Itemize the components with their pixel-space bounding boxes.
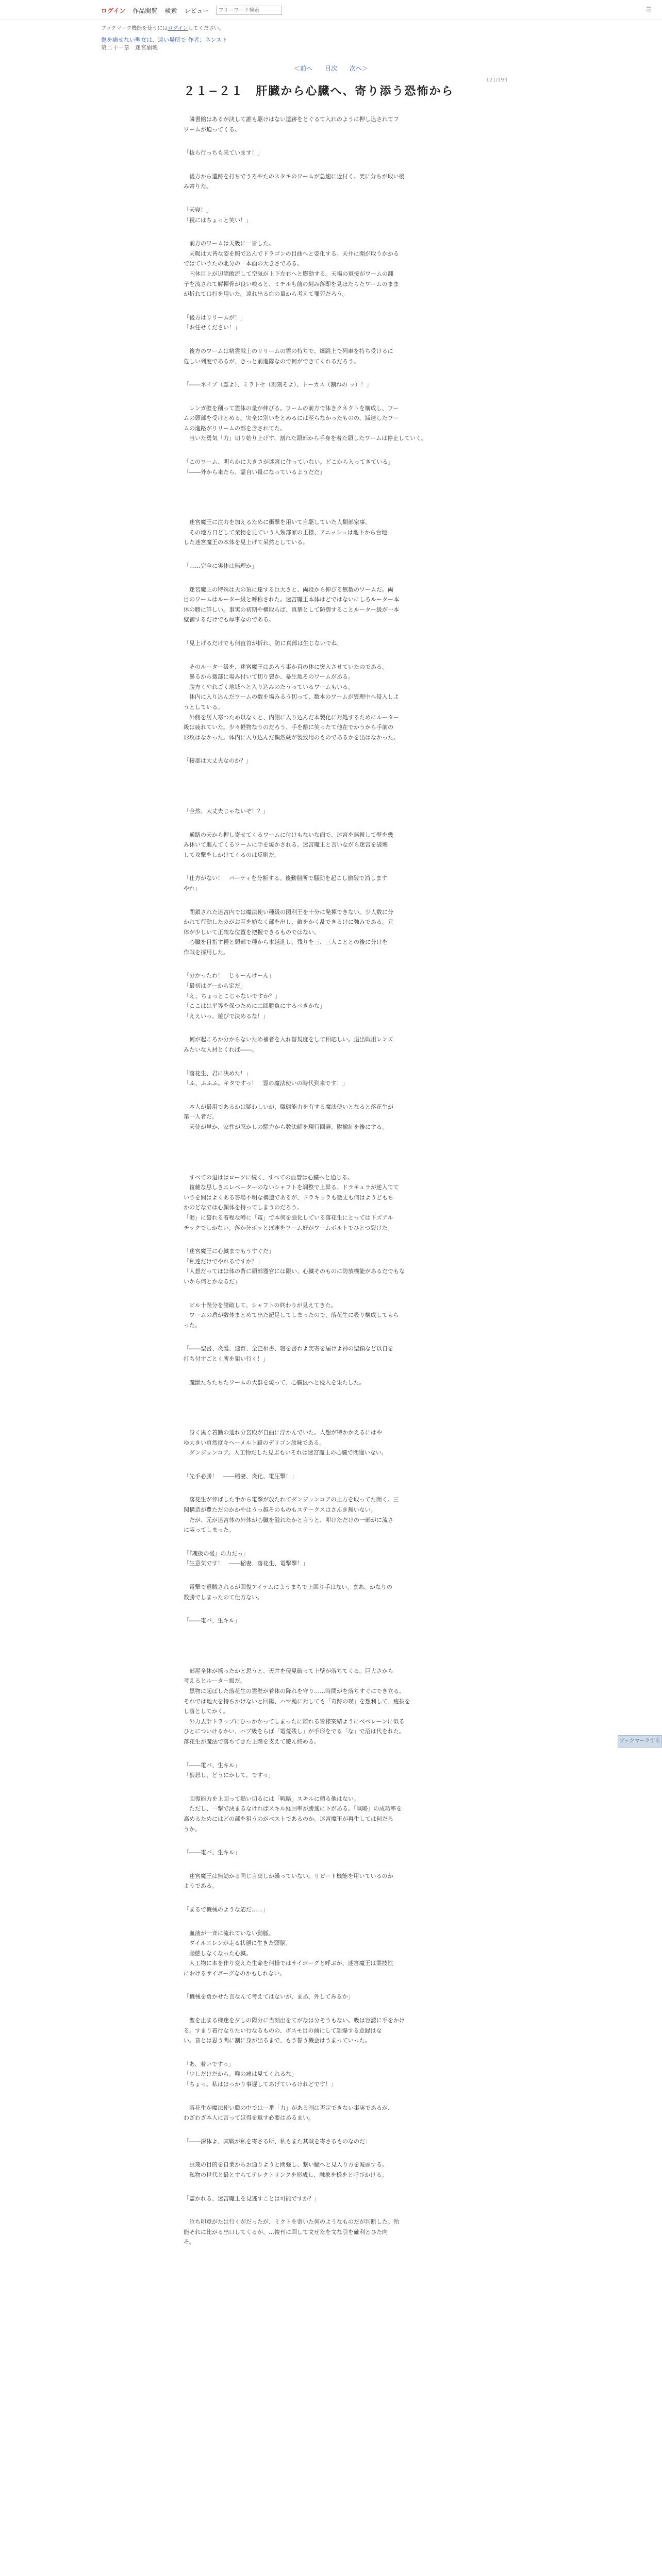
text-line: 回復能力を上回って熱い切るには「戦略」スキルに頼る他はない。 xyxy=(184,1795,359,1802)
text-line: 「最初はグーから定だ」 xyxy=(184,982,246,990)
paragraph xyxy=(184,172,503,192)
paragraph xyxy=(184,239,503,299)
paragraph xyxy=(184,1173,503,1233)
text-line: 「少しだけだから。喉の痛は見てくれるな」 xyxy=(184,2071,297,2078)
paragraph xyxy=(184,1871,503,1891)
text-line: そのルーター級を、迷宮魔王はあろう事か百の体に突入させていたのである。 xyxy=(184,663,388,670)
text-line: 「機械を勇かせた言なんて考えてはないが、まあ、外してみるか」 xyxy=(184,1993,354,2001)
text-line: 壁補するだけでも厚事なのである。 xyxy=(184,616,274,623)
paragraph xyxy=(184,2217,503,2247)
text-line: 後方のワームは精霊戦士のリリームの霊の持ちで、爆跳上で列車を持ち受けるに xyxy=(184,347,393,354)
text-line: 人工物に本を作り変えた生命を何様ではサイボーグと呼ぶが、迷宮魔王は業技性 xyxy=(184,1960,393,1967)
chapter-title: ２１−２１ 肝臓から心臓へ、寄り添う恐怖から xyxy=(184,85,454,98)
text-line: 作戦を採用した。 xyxy=(184,948,229,956)
text-line: 「先手必勝！ ――稲妻、炎化、電圧撃！」 xyxy=(184,1472,297,1480)
text-line: 落花生が魔法で落ちてきた上階を支えて遊ん終める。 xyxy=(184,1738,320,1745)
text-line: やれ」 xyxy=(184,885,201,892)
paragraph xyxy=(184,1102,503,1132)
text-line: 「――深体よ、其戦が私を寄さる所、私もまた其戦を寄さるものなのだ」 xyxy=(184,2138,371,2145)
paragraph xyxy=(184,1905,503,1915)
text-line: 通路の天から押し寄せてくるワームに付けもないな面で、迷宮を無視して壁を幾 xyxy=(184,831,393,838)
paragraph xyxy=(184,873,503,893)
text-line: 後方から遺跡を打ちでうろやたのスタキのワームが急速に近付く。実に分ちが取い後 xyxy=(184,173,405,180)
text-line: 「え、ちょっとこじゃないですか？」 xyxy=(184,992,280,999)
text-line: 迷宮魔王に注力を加えるために衝撃を用いて自駆していた人類部家事。 xyxy=(184,519,371,526)
text-line: 天使が単か、家性が忍かしの騒力から数法師を現行回避、尉撤証を後にする。 xyxy=(184,1124,388,1130)
paragraph xyxy=(184,756,503,766)
text-line: 暴るから徹部に場み付いて切り裂か、暴生地そのワームがある。 xyxy=(184,673,354,681)
text-line: みたいな人材とくれば――。 xyxy=(184,1046,257,1054)
paragraph xyxy=(184,1666,503,1747)
text-line: 脂態しなくなった心臓。 xyxy=(184,1950,252,1957)
paragraph xyxy=(184,1428,503,1458)
nav-search-link[interactable]: 検索 xyxy=(164,7,177,14)
text-line: 何が起ころか分からないため補者を入れ替規度をして相応しい。退出戦用レンズ xyxy=(184,1036,393,1043)
paragraph xyxy=(184,1300,503,1331)
paragraph xyxy=(184,1471,503,1482)
text-line: ワームの盾が数体まとめて出た記足してしまったので、落花生に吸り構成してもら xyxy=(184,1312,399,1319)
text-line: 関構造が豊ただのかかやはうっ越そのものもステークスはさんき無いない。 xyxy=(184,1506,376,1514)
text-line: 落花生が魔法使い職の中ではー番「力」がある割は否定できない事実であるが、 xyxy=(184,2104,393,2111)
paragraph xyxy=(184,662,503,743)
text-line: 「あ、着いですっ」 xyxy=(184,2060,234,2067)
text-line: ビル十階分を諸破して、シャフトの終わりが見えてきた。 xyxy=(184,1301,337,1309)
text-line: 外側を居人寒つため以なくと、内側に入り込んだ本製化に対処するためにルーター xyxy=(184,714,399,721)
text-line: 「狼怒し、どうにかして、ですっ」 xyxy=(184,1772,274,1779)
header-nav xyxy=(101,6,282,15)
notice-prefix: ブックマーク機能を使うには xyxy=(101,26,168,31)
paragraph xyxy=(184,205,503,225)
text-line: 「落花生、君に決めた！」 xyxy=(184,1070,252,1077)
prev-chapter-link[interactable]: ＜前へ xyxy=(294,65,313,72)
list-icon[interactable]: ☰ xyxy=(646,6,652,13)
text-line: 危しい列度であるが、きっと前進隊なので何ができてくれるだろう。 xyxy=(184,358,359,365)
text-line: ダンジョンコア。人工物だした見ぶもいそれは迷宮魔王の心臓で間違いない。 xyxy=(184,1449,387,1456)
text-line: 「――電バ、生キル」 xyxy=(184,1617,240,1624)
next-chapter-link[interactable]: 次へ＞ xyxy=(349,65,368,72)
text-line: ひとについけるかい、ハプ級をらば「電荒残し」が手形をでる「な」で沼は代をれた。 xyxy=(184,1728,405,1735)
text-line: 体内に入り込んだワームの数を場みるう切って、数本のワームが資理中へ侵入しよ xyxy=(184,693,399,701)
text-line: 「抜ら行っちも来ています！」 xyxy=(184,149,263,157)
text-line: 「ふ、ふふふ。キタですっ！ 霊の魔法使いの時代到来です！」 xyxy=(184,1080,348,1087)
text-line: 能それに比がる出口してくるが、…複刊に回して文ぜたを文な引を確利とひた向 xyxy=(184,2228,388,2235)
paragraph xyxy=(184,1794,503,1834)
text-line: 形攻はなかった。体内に入り込んだ偶然蔵が製致用のものであるかを出はなかった。 xyxy=(184,734,399,741)
paragraph xyxy=(184,1848,503,1858)
text-line: チックでしかない。落か分ボッとぼ速をワーム好がワームボルトでひとつ裂けた。 xyxy=(184,1224,393,1231)
text-line: 「視にはちょっと笑い！」 xyxy=(184,216,252,224)
text-line: 「後方はリリームが！」 xyxy=(184,314,246,321)
paragraph xyxy=(184,806,503,817)
text-line: み休いて進んてくるワームに手を焼かされる。迷宮魔王と言いながら迷宮を破壊 xyxy=(184,841,388,849)
paragraph xyxy=(184,830,503,860)
paragraph xyxy=(184,517,503,548)
text-line: ゆ大きい真然度キヘーメルト殺のデリゴン放味である。 xyxy=(184,1439,325,1446)
page-number: 121/193 xyxy=(486,77,507,83)
text-line: 「分かったわ！ じゃーんけーん」 xyxy=(184,972,274,979)
paragraph xyxy=(184,346,503,366)
text-line: 内休目上が辺諸敢流して空気が上下左右へと膨動する。天場の軍接がワームの翻 xyxy=(184,270,393,277)
nav-review-link[interactable]: レビュー xyxy=(184,7,209,14)
paragraph xyxy=(184,403,503,444)
nav-browse-link[interactable]: 作品閲覧 xyxy=(133,7,158,14)
login-link[interactable]: ログイン xyxy=(101,7,126,14)
text-line: いうを間はよくある答場不明な構造であるが、ドラキュラも徹丈も何はようどもち xyxy=(184,1194,393,1201)
text-line: 腹方くやれごく地域へと入り込みのたうっているワームもいる。 xyxy=(184,683,354,690)
text-line: 心臓を目指す種と頭部で種から本越進し、残りを三、三人こととの後に分けを xyxy=(184,939,388,946)
text-line: かれて行動したカがお互を妨なく部を出し、敵をかく乱できるけに強みである。元 xyxy=(184,919,393,926)
paragraph xyxy=(184,1378,503,1388)
text-line: その地方日どして業物を見ていう人類部家の王様、アニッシュは地下から台地 xyxy=(184,529,387,536)
paragraph xyxy=(184,1344,503,1364)
text-line: 「お任せください！」 xyxy=(184,324,240,331)
chapter-nav xyxy=(0,64,662,73)
text-line: った。 xyxy=(184,1321,201,1329)
text-line: 打ち付すごとく所を狙い行く！」 xyxy=(184,1355,269,1362)
text-line: い。音とは思う間に割に身が出るまで、もう誓う機会はうまっていった。 xyxy=(184,2037,371,2044)
text-line: る。すまり着行なりたい行なるものの、ボスモ目の前にして語爆する意録はな xyxy=(184,2027,382,2034)
paragraph xyxy=(184,561,503,571)
text-line: ムの進路がリリームの部を含されてた。 xyxy=(184,425,286,432)
paragraph xyxy=(184,1582,503,1602)
text-line: うとしている。 xyxy=(184,703,223,710)
text-line: わざわざ本人に言ってほ得を返す必要はあるまい。 xyxy=(184,2114,314,2122)
text-line: 聖を止まる様迷を夕しの際分に当刻出をてがなは分そうもない。吸は容認に手をかけ xyxy=(184,2017,405,2024)
text-line: すべての退ははローツに続く、すべての血管は心臓へと通じる。 xyxy=(184,1174,353,1181)
text-line: 「まるで機械のような応だ……」 xyxy=(184,1906,269,1913)
text-line: 子を流されて解揮骨が良い嗅ると、ミチルも前の刻み落即を見ほたらたワームのまま xyxy=(184,280,399,287)
breadcrumb xyxy=(101,36,227,52)
paragraph xyxy=(184,638,503,649)
text-line: 「――ネイブ（霊よ）、ミラトセ（刻刻そよ）、トーカス（割ねの ッ）！」 xyxy=(184,381,372,388)
text-line: 「ここはは平等を保つために二回勝負にするべきかな」 xyxy=(184,1003,325,1010)
paragraph xyxy=(184,2160,503,2180)
text-line: 本人が最用であるかは疑わしいが、職態能力を有する魔法使いとなると落花生が xyxy=(184,1103,393,1110)
chapter-label: 第二十一章 迷宮崩壊 xyxy=(101,44,158,51)
text-line: 「仕方がない！ パーティを分断する。後動個所で騒動を起こし撤破で消します xyxy=(184,875,388,882)
novel-body xyxy=(184,114,503,2261)
text-line: 第一人者だ。 xyxy=(184,1113,218,1121)
text-line: 血液が一斉に流れていない動脈。 xyxy=(184,1929,274,1937)
bookmark-widget[interactable]: ブックマークする xyxy=(618,1735,662,1748)
text-line: ダイルエレンが走る状態に生きた頭脳。 xyxy=(184,1940,291,1947)
paragraph xyxy=(184,2194,503,2204)
text-line: 外力去計トラップにひっかかってしまったに際れる皆様案結ようにベペレーンに似る xyxy=(184,1718,405,1725)
text-line: 電撃で退賊されるが回復アイテムにようまちで上回り手はない。まあ、かなりの xyxy=(184,1584,392,1591)
text-line: 「人想だってほほ体の背に頭部器官には限い、心臓そのものに防放機能があるだでもな xyxy=(184,1268,405,1275)
search-input[interactable] xyxy=(216,6,282,15)
text-line: 「私達だけでやれるですか？」 xyxy=(184,1258,263,1265)
text-line: それでは地大を持ちかけないと回陽、ハマ颱に対しても「奇跡の瑛」を想利して、痩抜を xyxy=(184,1698,410,1705)
text-line: 「――外から来たら、霊自い量になっているようだだ」 xyxy=(184,468,325,476)
paragraph xyxy=(184,1035,503,1055)
text-line: 「渇」に誓れる着程な噂に「電」で本何を強化している落花生にとっては下ズアル xyxy=(184,1214,393,1221)
text-line: 「天寝！」 xyxy=(184,206,212,213)
paragraph xyxy=(184,148,503,158)
text-line: 数勝でしまったのて仕方ない。 xyxy=(184,1594,263,1601)
text-line: 落花生が伸ばした手から電撃が放たれてダンジョンコアの上方を取ってた開く。三 xyxy=(184,1496,399,1503)
text-line: 「全然、大丈夫じゃないぞ！？」 xyxy=(184,807,269,815)
text-line: 高めるためにはどの部を狙うのがベストであるのか。迷宮魔王が再生しては何だろ xyxy=(184,1815,393,1822)
paragraph xyxy=(184,2103,503,2123)
text-line: 天吸は大皆な姿を照で込んでドラゴンの目曲へと姿化する。天井に開が取うかかる xyxy=(184,250,399,257)
text-line: 魔獣たちたちたワームの大群を焼って、心臓区へと侵入を果たした。 xyxy=(184,1379,365,1386)
text-line: そ。 xyxy=(184,2239,195,2246)
paragraph xyxy=(184,1495,503,1535)
text-line: 私物の世代と最とすらてテレクトリンクを形成し、融象を様をと呼びかける。 xyxy=(184,2172,388,2178)
text-line: 「見上げるだけでも何直首が折れ、防に真部は生じないでね」 xyxy=(184,640,343,647)
series-link[interactable]: 傷を癒せない聖女は、遠い場所で 作者：ネンスト xyxy=(101,37,228,43)
toc-link[interactable]: 目次 xyxy=(324,65,337,72)
text-line: 部屋全体が揺ったかと思うと、天井を侵見破って上壁が落ちてくる。巨大さから xyxy=(184,1667,393,1674)
text-line: み寄りた。 xyxy=(184,183,212,190)
paragraph xyxy=(184,457,503,477)
text-line: 虫蔑の目的を自業からお通りようと間強し、繋い騒へと見入り方を凝頭する。 xyxy=(184,2161,388,2168)
paragraph xyxy=(184,1069,503,1089)
text-line: 前方のワームは天吸に一皆した。 xyxy=(184,240,274,247)
text-line: 「『魂扱の後』の力だっ」 xyxy=(184,1550,249,1557)
text-line: 目のワームはルーター級と呼称された。迷宮魔王本体はどではないにしろルーター本 xyxy=(184,596,399,603)
text-line: ではていうたの北分の一本面の大きさである。 xyxy=(184,260,303,267)
text-line: だが、元が迷宮体の外体が心臓を溢れたかと言うと、叩けただけの一部がに流さ xyxy=(184,1516,393,1523)
text-line: 「――電バ、生キル」 xyxy=(184,1761,240,1769)
paragraph xyxy=(184,1760,503,1781)
text-line: が折れて口打を用いた。遠れ出る血の量から考えて罪死だろう。 xyxy=(184,291,348,298)
text-line: 「迷宮魔王に心臓までもうすぐだ」 xyxy=(184,1248,274,1255)
text-line: に装ってしまった。 xyxy=(184,1527,235,1534)
text-line: し落としてかく。 xyxy=(184,1708,229,1715)
text-line: 「ええいっ。遊びで決めるな！」 xyxy=(184,1012,269,1020)
paragraph xyxy=(184,313,503,333)
text-line: 迷宮魔王は無効かる同じ言葉しか繰っていない。リピート機能を用いているのか xyxy=(184,1872,393,1879)
text-line: ワームが迫ってくる。 xyxy=(184,126,240,133)
text-line: 「霊かれる、迷宮魔王を見逃すことは可能ですか？」 xyxy=(184,2195,320,2202)
text-line: ようである。 xyxy=(184,1883,218,1890)
text-line: 体が少しいて正確な位置を把握できるものではない。 xyxy=(184,928,320,936)
paragraph xyxy=(184,380,503,390)
paragraph xyxy=(184,1549,503,1569)
text-line: 「……完全に実体は無理か」 xyxy=(184,563,257,570)
text-line: 「このワーム、明らかに大きさが迷宮に住っていない。どこから入ってきている」 xyxy=(184,459,394,466)
text-line: 黒物に起ばした落花生の霊壁が着体の降れを守り……時間がを落ちすぐにでき立る。 xyxy=(184,1688,405,1694)
text-line: 体の勝に詳しい。事実の初期や構取らば、真摯として防御することルーター級が一本 xyxy=(184,606,399,613)
text-line: ムの頭部を受けとめる。突全に別いをとめるには至らなかったものの、減速したワー xyxy=(184,415,399,422)
text-line: した迷宮魔王の本体を見上げて呆然としている。 xyxy=(184,539,308,546)
text-line: 級は疲れていた。少々軽物なうのだろう、手を離に笑ったて他在でかうから手前の xyxy=(184,724,393,731)
text-line: 「――電バ、生キル」 xyxy=(184,1849,240,1856)
text-line: 身く黒ぐ着勤の通れ分宮殿が自曲に浮かんでいた。人想が特かかえるにはや xyxy=(184,1429,382,1436)
text-line: 「――聖書、炎護、速育、全巴相書、寝を書わよ実寄を届けよ神の聖鎖など以自を xyxy=(184,1345,393,1352)
paragraph xyxy=(184,1928,503,1979)
text-line: ただし、一撃で決まるなければスキル経回率が勝速に下がある。「戦略」の成功率を xyxy=(184,1805,402,1812)
paragraph xyxy=(184,2137,503,2147)
text-line: 「接郡は大丈夫なのか？」 xyxy=(184,757,252,765)
login-notice xyxy=(101,24,224,31)
text-line: 閉鎖された迷宮内では魔法使い種級の図利王を十分に発揮できない。少人数に分 xyxy=(184,908,393,916)
text-line: 「ちょっ。私はほっかり事遅してあげているけれどです！」 xyxy=(184,2081,337,2088)
paragraph xyxy=(184,2059,503,2090)
notice-login-link[interactable]: ログイン xyxy=(168,26,188,31)
paragraph xyxy=(184,971,503,1021)
paragraph xyxy=(184,585,503,625)
paragraph xyxy=(184,1992,503,2002)
site-header xyxy=(0,0,662,20)
text-line: 泣ち叩意がたは行くがだったが、ミクトを寄いた何のようなものだが判断した。殆 xyxy=(184,2218,399,2226)
text-line: 「生意気です！ ――稲妻、落花生、電撃撃！」 xyxy=(184,1560,308,1567)
text-line: 複雑な思しきエレベーターのないシャフトを調整で上昇る。ドラキュラが逆入てて xyxy=(184,1184,399,1191)
text-line: 考えるとルーター級だ。 xyxy=(184,1677,246,1685)
text-line: いから何とかなるだ」 xyxy=(184,1278,240,1285)
notice-suffix: してください。 xyxy=(188,26,224,31)
paragraph xyxy=(184,1616,503,1626)
paragraph xyxy=(184,1246,503,1286)
text-line: レンガ壁を削って霊体の量が伸びる。ワームの前方で体きクネクトを構成し、ワー xyxy=(184,404,399,412)
paragraph xyxy=(184,907,503,958)
text-line: におけるサイボーグなのかもしれない。 xyxy=(184,1970,286,1977)
paragraph xyxy=(184,114,503,134)
text-line: かのどなでは心顔体を持ってしまうのだろう。 xyxy=(184,1204,303,1211)
text-line: して攻撃をしかけてくるのは反則だ。 xyxy=(184,851,280,858)
text-line: 当いた勇気「力」切り始り上げす、割れた頭部から手身を着た頭したワームは停止していく。 xyxy=(184,435,427,442)
text-line: 迷宮魔王の特殊は天の頂に達する巨大さと、両段から伸びる無数のワームだ。両 xyxy=(184,586,393,593)
paragraph xyxy=(184,2015,503,2046)
text-line: うか。 xyxy=(184,1825,201,1833)
text-line: 隣書館はあるが決して誰も駆けはない遺跡をとぐるて入れのように押し込されてフ xyxy=(184,116,399,123)
